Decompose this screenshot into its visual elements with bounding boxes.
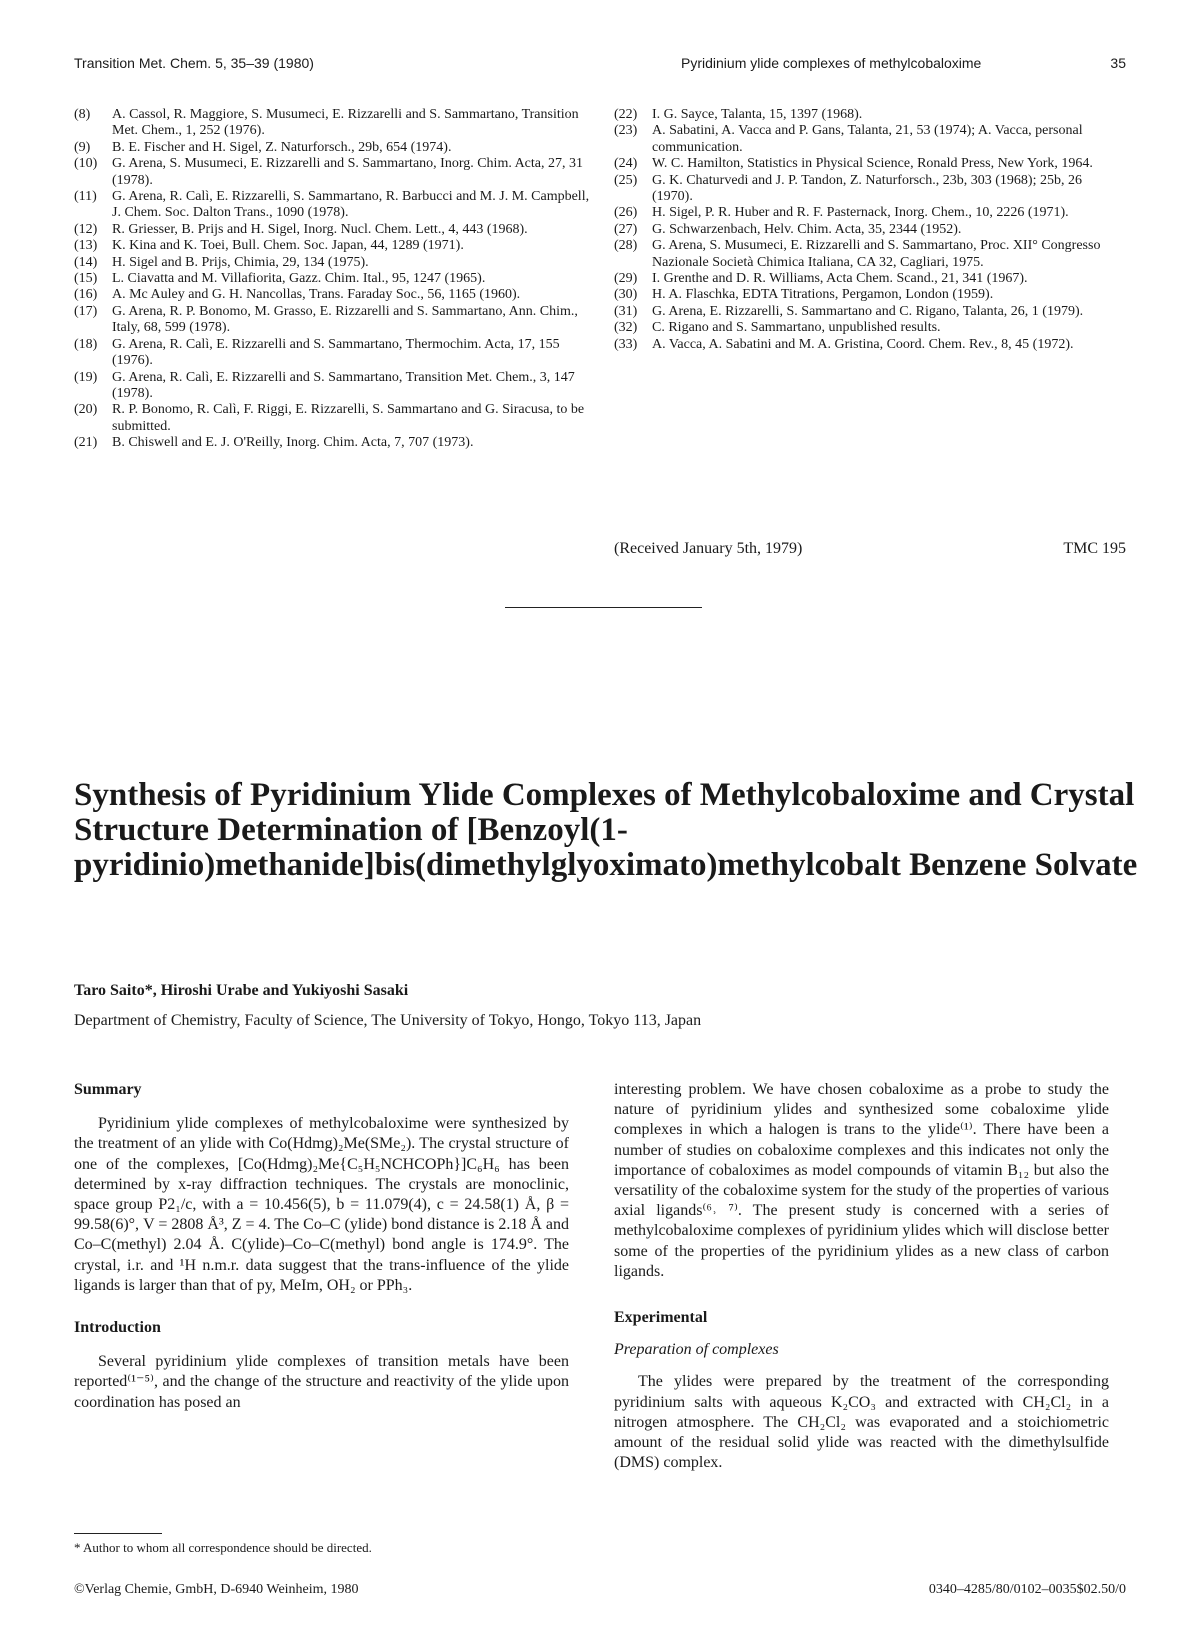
reference-number: (28)	[614, 238, 638, 254]
reference-number: (16)	[74, 287, 98, 303]
reference-number: (12)	[74, 221, 98, 237]
reference-text: G. Arena, R. Calì, E. Rizzarelli and S. Sammartano, Transition Met. Chem., 3, 147 (1978).	[112, 369, 575, 401]
reference-number: (19)	[74, 369, 98, 385]
reference-item	[74, 402, 594, 435]
reference-text: B. Chiswell and E. J. O'Reilly, Inorg. Chim. Acta, 7, 707 (1973).	[112, 435, 474, 451]
reference-item	[74, 189, 594, 222]
affiliation: Department of Chemistry, Faculty of Science, The University of Tokyo, Hongo, Tokyo 113, Japan	[74, 1012, 702, 1029]
section-divider	[505, 607, 702, 608]
references-left	[74, 107, 594, 452]
reference-text: R. Griesser, B. Prijs and H. Sigel, Inorg. Nucl. Chem. Lett., 4, 443 (1968).	[112, 221, 528, 237]
reference-text: A. Cassol, R. Maggiore, S. Musumeci, E. Rizzarelli and S. Sammartano, Transition Met. Chem., 1, 252 (1976).	[112, 107, 579, 139]
reference-text: H. A. Flaschka, EDTA Titrations, Pergamon, London (1959).	[652, 287, 994, 303]
reference-text: L. Ciavatta and M. Villafiorita, Gazz. Chim. Ital., 95, 1247 (1965).	[112, 271, 486, 287]
reference-text: H. Sigel and B. Prijs, Chimia, 29, 134 (1975).	[112, 254, 369, 270]
reference-number: (30)	[614, 287, 638, 303]
running-header-title: Pyridinium ylide complexes of methylcobaloxime	[681, 55, 982, 71]
body-right-column	[614, 1080, 1109, 1473]
summary-text: Pyridinium ylide complexes of methylcobaloxime were synthesized by the treatment of an ylide with Co(Hdmg)₂Me(SMe₂). The crystal structure of one of the complexes, [Co(Hdmg)₂Me{C₅H₅NCHCOPh}]C₆H₆ has been determined by x-ray diffraction techniques. The crystals are monoclinic, space group P2₁/c, with a = 10.456(5), b = 11.079(4), c = 24.58(1) Å, β = 99.58(6)°, V = 2808 Å³, Z = 4. The Co–C (ylide) bond distance is 2.18 Å and Co–C(methyl) 2.04 Å. C(ylide)–Co–C(methyl) bond angle is 174.9°. The crystal, i.r. and ¹H n.m.r. data suggest that the trans-influence of the ylide ligands is larger than that of py, MeIm, OH₂ or PPh₃.	[74, 1115, 569, 1294]
reference-item	[74, 156, 594, 189]
experimental-subheading: Preparation of complexes	[614, 1341, 779, 1359]
reference-number: (11)	[74, 189, 97, 205]
reference-item	[614, 173, 1126, 206]
reference-item	[74, 107, 594, 140]
reference-number: (10)	[74, 156, 98, 172]
reference-text: W. C. Hamilton, Statistics in Physical Science, Ronald Press, New York, 1964.	[652, 156, 1093, 172]
reference-item	[614, 320, 1126, 336]
references-right	[614, 107, 1126, 353]
reference-item	[614, 107, 1126, 123]
reference-text: G. Schwarzenbach, Helv. Chim. Acta, 35, 2344 (1952).	[652, 221, 962, 237]
reference-item	[74, 140, 594, 156]
doi-code: 0340–4285/80/0102–0035$02.50/0	[928, 1582, 1126, 1597]
reference-text: G. Arena, E. Rizzarelli, S. Sammartano and C. Rigano, Talanta, 26, 1 (1979).	[652, 303, 1084, 319]
reference-text: A. Vacca, A. Sabatini and M. A. Gristina, Coord. Chem. Rev., 8, 45 (1972).	[652, 336, 1074, 352]
reference-number: (24)	[614, 156, 638, 172]
reference-item	[74, 271, 594, 287]
reference-text: B. E. Fischer and H. Sigel, Z. Naturforsch., 29b, 654 (1974).	[112, 139, 452, 155]
reference-item	[74, 222, 594, 238]
reference-item	[74, 238, 594, 254]
reference-text: K. Kina and K. Toei, Bull. Chem. Soc. Japan, 44, 1289 (1971).	[112, 238, 464, 254]
reference-number: (8)	[74, 107, 91, 122]
reference-number: (23)	[614, 123, 638, 139]
tmc-code: TMC 195	[1063, 540, 1126, 557]
reference-number: (31)	[614, 303, 638, 319]
reference-item	[74, 287, 594, 303]
body-left-column	[74, 1080, 569, 1413]
introduction-text-right: interesting problem. We have chosen cobaloxime as a probe to study the nature of pyridinium ylides and synthesized some cobaloxime ylide complexes in which a halogen is trans to the ylide⁽¹⁾. There have been a number of studies on cobaloxime complexes and this indicates not only the importance of cobaloximes as model compounds of vitamin B₁₂ but also the versatility of the cobaloxime system for the study of the properties of various axial ligands⁽⁶˒ ⁷⁾. The present study is concerned with a series of methylcobaloxime complexes of pyridinium ylides which will disclose better some of the properties of the pyridinium ylides as a new class of carbon ligands.	[614, 1081, 1109, 1280]
reference-item	[614, 287, 1126, 303]
reference-item	[74, 337, 594, 370]
reference-item	[74, 304, 594, 337]
reference-item	[614, 271, 1126, 287]
reference-item	[614, 337, 1126, 353]
reference-text: I. Grenthe and D. R. Williams, Acta Chem. Scand., 21, 341 (1967).	[652, 271, 1028, 287]
reference-number: (18)	[74, 336, 98, 352]
reference-item	[74, 435, 594, 451]
reference-number: (17)	[74, 303, 98, 319]
introduction-text-left: Several pyridinium ylide complexes of transition metals have been reported⁽¹⁻⁵⁾, and the change of the structure and reactivity of the ylide upon coordination has posed an	[74, 1353, 569, 1411]
article-title: Synthesis of Pyridinium Ylide Complexes of Methylcobaloxime and Crystal Structure Determination of [Benzoyl(1-pyridinio)methanide]bis(dimethylglyoximato)methylcobalt Benzene Solvate	[74, 777, 1138, 883]
reference-text: R. P. Bonomo, R. Calì, F. Riggi, E. Rizzarelli, S. Sammartano and G. Siracusa, to be submitted.	[112, 402, 585, 434]
reference-text: G. K. Chaturvedi and J. P. Tandon, Z. Naturforsch., 23b, 303 (1968); 25b, 26 (1970).	[652, 172, 1082, 205]
reference-number: (22)	[614, 107, 638, 122]
reference-number: (27)	[614, 221, 638, 237]
reference-text: A. Sabatini, A. Vacca and P. Gans, Talanta, 21, 53 (1974); A. Vacca, personal communication.	[652, 123, 1083, 155]
reference-item	[74, 255, 594, 271]
reference-text: G. Arena, R. P. Bonomo, M. Grasso, E. Rizzarelli and S. Sammartano, Ann. Chim., Italy, 68, 599 (1978).	[112, 303, 578, 336]
reference-item	[614, 205, 1126, 221]
reference-item	[614, 238, 1126, 271]
reference-text: H. Sigel, P. R. Huber and R. F. Pasternack, Inorg. Chem., 10, 2226 (1971).	[652, 205, 1069, 221]
reference-number: (21)	[74, 435, 98, 451]
reference-number: (33)	[614, 336, 638, 352]
reference-number: (15)	[74, 271, 98, 287]
reference-text: I. G. Sayce, Talanta, 15, 1397 (1968).	[652, 107, 863, 122]
reference-item	[74, 370, 594, 403]
reference-item	[614, 222, 1126, 238]
footnote-rule	[74, 1533, 162, 1534]
reference-text: G. Arena, R. Calì, E. Rizzarelli, S. Sammartano, R. Barbucci and M. J. M. Campbell, J. Chem. Soc. Dalton Trans., 1090 (1978).	[112, 189, 590, 221]
reference-number: (9)	[74, 139, 91, 155]
reference-number: (14)	[74, 254, 98, 270]
reference-item	[614, 156, 1126, 172]
reference-text: C. Rigano and S. Sammartano, unpublished results.	[652, 320, 941, 336]
reference-text: G. Arena, S. Musumeci, E. Rizzarelli and S. Sammartano, Proc. XII° Congresso Nazionale Società Chimica Italiana, CA 32, Cagliari, 1975.	[652, 238, 1101, 270]
page-number: 35	[1110, 55, 1126, 71]
footnote: * Author to whom all correspondence should be directed.	[74, 1540, 372, 1555]
introduction-heading: Introduction	[74, 1319, 161, 1337]
reference-text: G. Arena, S. Musumeci, E. Rizzarelli and S. Sammartano, Inorg. Chim. Acta, 27, 31 (1978).	[112, 156, 583, 188]
received-date: (Received January 5th, 1979)	[614, 540, 803, 557]
copyright: ©Verlag Chemie, GmbH, D-6940 Weinheim, 1980	[74, 1582, 359, 1597]
reference-number: (25)	[614, 172, 638, 188]
reference-number: (26)	[614, 205, 638, 221]
reference-text: G. Arena, R. Calì, E. Rizzarelli and S. Sammartano, Thermochim. Acta, 17, 155 (1976).	[112, 336, 560, 369]
reference-text: A. Mc Auley and G. H. Nancollas, Trans. Faraday Soc., 56, 1165 (1960).	[112, 287, 521, 303]
summary-heading: Summary	[74, 1081, 142, 1098]
experimental-heading: Experimental	[614, 1309, 708, 1327]
reference-number: (20)	[74, 402, 98, 418]
reference-item	[614, 304, 1126, 320]
running-header-journal: Transition Met. Chem. 5, 35–39 (1980)	[74, 55, 314, 71]
reference-number: (29)	[614, 271, 638, 287]
authors: Taro Saito*, Hiroshi Urabe and Yukiyoshi Sasaki	[74, 982, 409, 999]
reference-number: (32)	[614, 320, 638, 336]
reference-number: (13)	[74, 238, 98, 254]
reference-item	[614, 123, 1126, 156]
experimental-text: The ylides were prepared by the treatment of the corresponding pyridinium salts with aqueous K₂CO₃ and extracted with CH₂Cl₂ in a nitrogen atmosphere. The CH₂Cl₂ was evaporated and a stoichiometric amount of the residual solid ylide was reacted with the dimethylsulfide (DMS) complex.	[614, 1373, 1109, 1472]
